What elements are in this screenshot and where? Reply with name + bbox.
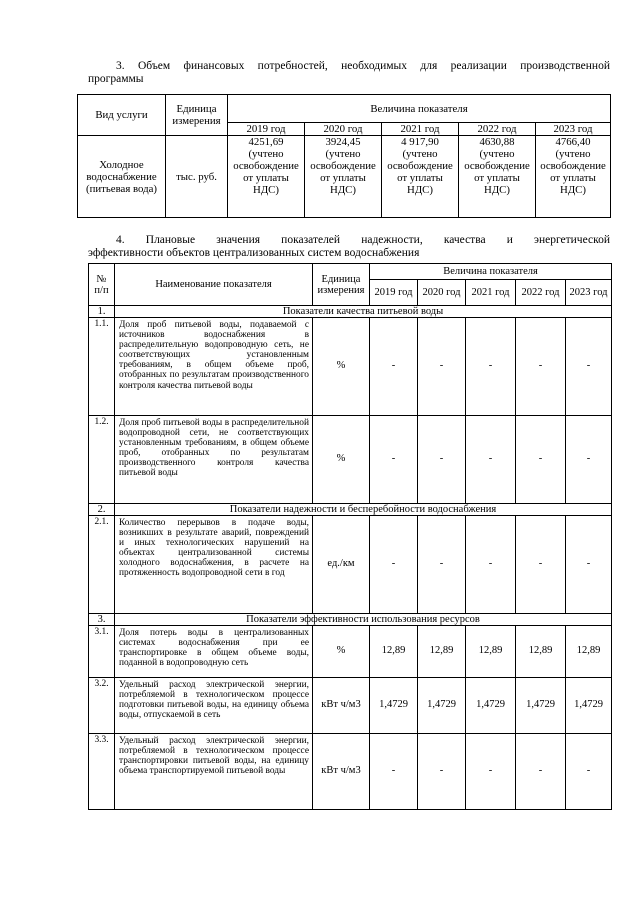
header-name: Наименование показателя [115,264,313,306]
row-num: 1.1. [89,318,115,416]
indicator-value: 1,4729 [466,678,516,734]
year-header: 2020 год [305,123,382,136]
indicator-value: - [566,516,612,614]
indicator-value: - [566,416,612,504]
indicator-unit: % [313,626,370,678]
financial-needs-table [77,94,611,218]
indicator-unit: ед./км [313,516,370,614]
section-4-heading-line1: 4. Плановые значения показателей надежности, качества и энергетической [116,234,610,246]
row-num: 2.1. [89,516,115,614]
service-cell: Холодное водоснабжение (питьевая вода) [78,136,166,218]
indicator-value: 12,89 [516,626,566,678]
indicator-value: - [370,318,418,416]
header-value: Величина показателя [370,264,612,280]
indicator-name: Доля проб питьевой воды, подаваемой с источников водоснабжения в распределительную водопроводную сеть, не соответствующих установленным требованиям, в общем объеме проб, отобранных по результатам производственного контроля качества питьевой воды [115,318,313,416]
group-row [89,504,612,516]
indicator-value: - [418,318,466,416]
indicator-value: 1,4729 [516,678,566,734]
indicators-table [88,263,612,810]
year-header: 2022 год [459,123,536,136]
header-service: Вид услуги [78,95,166,136]
indicator-value: - [566,318,612,416]
row-num: 3.1. [89,626,115,678]
section-3-heading-line1: 3. Объем финансовых потребностей, необходимых для реализации производственной [116,60,610,72]
header-unit: Единица измерения [313,264,370,306]
year-header: 2019 год [370,280,418,306]
indicator-value: 1,4729 [370,678,418,734]
value-cell: 3924,45 (учтено освобождение от уплаты НДС) [305,136,382,218]
table-row [89,678,612,734]
table-row [89,416,612,504]
section-3-heading [88,60,610,86]
year-header: 2020 год [418,280,466,306]
group-title: Показатели надежности и бесперебойности водоснабжения [115,504,612,516]
row-num: 3.3. [89,734,115,810]
indicator-value: - [370,734,418,810]
indicator-value: 1,4729 [418,678,466,734]
header-num: № п/п [89,264,115,306]
row-num: 1.2. [89,416,115,504]
indicator-value: 12,89 [466,626,516,678]
indicator-value: - [418,416,466,504]
indicator-value: - [516,734,566,810]
section-4-heading-line2: эффективности объектов централизованных систем водоснабжения [88,247,420,259]
indicator-name: Удельный расход электрической энергии, потребляемой в технологическом процессе подготовки питьевой воды, на единицу объема воды, отпускаемой в сеть [115,678,313,734]
indicator-value: - [466,318,516,416]
table-row [89,318,612,416]
indicator-value: 12,89 [566,626,612,678]
value-cell: 4 917,90 (учтено освобождение от уплаты НДС) [382,136,459,218]
indicator-value: - [418,734,466,810]
indicator-name: Количество перерывов в подаче воды, возникших в результате аварий, повреждений и иных технологических нарушений на объектах централизованной системы холодного водоснабжения, в расчете на протяженность водопроводной сети в год [115,516,313,614]
indicator-value: - [516,318,566,416]
indicator-value: - [418,516,466,614]
table-row [89,734,612,810]
indicator-unit: % [313,318,370,416]
indicator-name: Удельный расход электрической энергии, потребляемой в технологическом процессе транспортировки питьевой воды, на единицу объема транспортируемой питьевой воды [115,734,313,810]
group-num: 2. [89,504,115,516]
indicator-unit: кВт ч/м3 [313,678,370,734]
value-cell: 4766,40 (учтено освобождение от уплаты НДС) [536,136,611,218]
indicator-unit: кВт ч/м3 [313,734,370,810]
group-row [89,306,612,318]
row-num: 3.2. [89,678,115,734]
group-num: 3. [89,614,115,626]
indicator-unit: % [313,416,370,504]
group-num: 1. [89,306,115,318]
year-header: 2023 год [566,280,612,306]
indicator-value: 12,89 [370,626,418,678]
indicator-value: - [466,734,516,810]
indicator-value: - [566,734,612,810]
unit-cell: тыс. руб. [166,136,228,218]
indicator-value: 1,4729 [566,678,612,734]
indicator-value: - [370,416,418,504]
indicator-name: Доля потерь воды в централизованных системах водоснабжения при ее транспортировке в общем объеме воды, поданной в водопроводную сеть [115,626,313,678]
group-title: Показатели качества питьевой воды [115,306,612,318]
header-value: Величина показателя [228,95,611,123]
year-header: 2022 год [516,280,566,306]
section-4-heading [88,234,610,260]
value-cell: 4630,88 (учтено освобождение от уплаты НДС) [459,136,536,218]
indicator-value: - [370,516,418,614]
indicator-value: - [516,516,566,614]
year-header: 2021 год [466,280,516,306]
year-header: 2019 год [228,123,305,136]
group-row [89,614,612,626]
header-unit: Единица измерения [166,95,228,136]
indicator-value: 12,89 [418,626,466,678]
indicator-name: Доля проб питьевой воды в распределительной водопроводной сети, не соответствующих установленным требованиям, в общем объеме проб, отобранных по результатам производственного контроля качества питьевой воды [115,416,313,504]
group-title: Показатели эффективности использования ресурсов [115,614,612,626]
indicator-value: - [466,516,516,614]
year-header: 2023 год [536,123,611,136]
table-row [89,626,612,678]
table-row [89,516,612,614]
year-header: 2021 год [382,123,459,136]
section-3-heading-line2: программы [88,73,144,85]
indicator-value: - [466,416,516,504]
indicator-value: - [516,416,566,504]
value-cell: 4251,69 (учтено освобождение от уплаты НДС) [228,136,305,218]
